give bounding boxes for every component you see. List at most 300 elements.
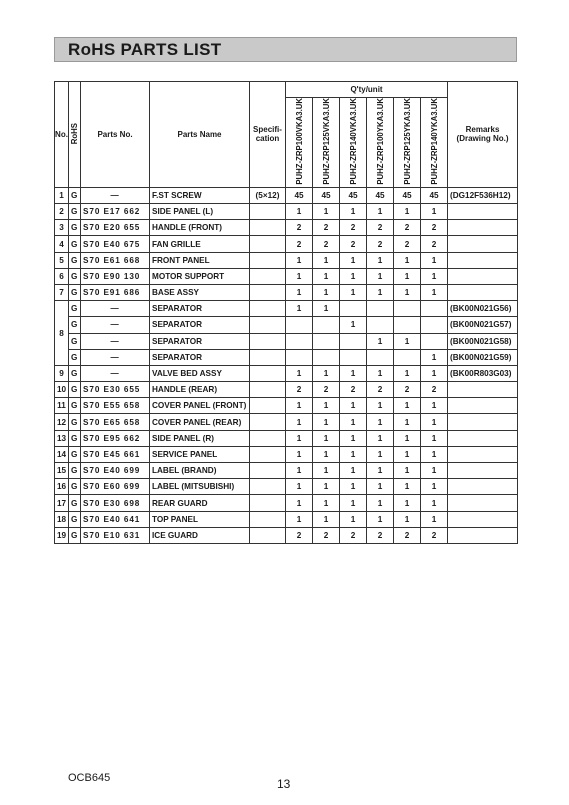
cell-qty: 1 [394,446,421,462]
cell-qty: 1 [340,204,367,220]
cell-specification [250,382,286,398]
cell-qty: 1 [394,333,421,349]
cell-qty: 1 [313,252,340,268]
cell-parts-name: SIDE PANEL (R) [150,430,250,446]
cell-parts-name: COVER PANEL (FRONT) [150,398,250,414]
cell-qty: 45 [313,187,340,203]
cell-no: 11 [55,398,69,414]
cell-qty: 1 [313,479,340,495]
cell-qty: 2 [394,527,421,543]
cell-qty: 1 [286,511,313,527]
cell-specification [250,268,286,284]
table-row [55,527,518,543]
header-rohs [69,82,81,188]
cell-parts-name: LABEL (MITSUBISHI) [150,479,250,495]
cell-specification [250,220,286,236]
cell-no: 14 [55,446,69,462]
cell-parts-no: S70 E55 658 [81,398,150,414]
cell-qty: 2 [313,220,340,236]
cell-qty: 2 [394,220,421,236]
cell-qty: 2 [367,527,394,543]
cell-qty: 1 [367,252,394,268]
cell-qty [394,349,421,365]
cell-qty: 1 [367,479,394,495]
cell-specification [250,479,286,495]
header-model [286,98,313,188]
cell-qty: 1 [313,365,340,381]
cell-qty: 1 [421,349,448,365]
table-row [55,284,518,300]
cell-rohs: G [69,268,81,284]
cell-rohs: G [69,365,81,381]
cell-specification [250,301,286,317]
cell-parts-no: S70 E20 655 [81,220,150,236]
cell-qty: 1 [313,398,340,414]
cell-qty: 1 [421,398,448,414]
cell-remarks [448,204,518,220]
cell-rohs: G [69,463,81,479]
cell-no: 18 [55,511,69,527]
cell-no: 19 [55,527,69,543]
cell-qty: 1 [421,284,448,300]
cell-qty [286,349,313,365]
document-code: OCB645 [68,772,111,784]
cell-qty: 1 [340,511,367,527]
cell-qty: 1 [421,511,448,527]
table-row [55,511,518,527]
header-remarks [448,82,518,188]
cell-specification [250,365,286,381]
cell-qty: 1 [394,268,421,284]
cell-qty [367,317,394,333]
cell-qty: 1 [313,463,340,479]
cell-parts-name: COVER PANEL (REAR) [150,414,250,430]
cell-qty: 1 [367,204,394,220]
cell-qty: 2 [286,220,313,236]
cell-specification [250,430,286,446]
cell-remarks [448,446,518,462]
cell-qty: 1 [286,414,313,430]
cell-remarks: (BK00N021G58) [448,333,518,349]
cell-rohs: G [69,382,81,398]
table-row [55,414,518,430]
cell-qty: 1 [286,463,313,479]
cell-qty: 1 [421,268,448,284]
cell-rohs: G [69,301,81,317]
header-qty-unit: Q'ty/unit [286,82,448,98]
cell-parts-name: HANDLE (REAR) [150,382,250,398]
cell-rohs: G [69,317,81,333]
cell-qty: 1 [286,301,313,317]
cell-qty: 1 [340,317,367,333]
cell-rohs: G [69,284,81,300]
cell-qty: 2 [367,220,394,236]
cell-parts-no: S70 E45 661 [81,446,150,462]
header-model [313,98,340,188]
cell-qty [340,349,367,365]
table-row [55,317,518,333]
cell-qty: 1 [367,414,394,430]
cell-qty [394,317,421,333]
cell-qty [394,301,421,317]
cell-rohs: G [69,333,81,349]
cell-no: 1 [55,187,69,203]
header-parts-name: Parts Name [150,82,250,188]
cell-qty: 2 [313,382,340,398]
cell-qty: 2 [286,236,313,252]
cell-qty: 1 [313,495,340,511]
cell-qty: 1 [421,463,448,479]
cell-qty: 1 [367,333,394,349]
cell-qty: 2 [394,236,421,252]
cell-qty: 1 [340,430,367,446]
cell-qty: 1 [313,430,340,446]
cell-qty: 2 [286,527,313,543]
cell-no: 10 [55,382,69,398]
cell-specification [250,284,286,300]
cell-specification [250,333,286,349]
cell-parts-name: FRONT PANEL [150,252,250,268]
table-row [55,204,518,220]
cell-qty: 2 [340,220,367,236]
cell-qty: 1 [313,204,340,220]
cell-parts-no: S70 E95 662 [81,430,150,446]
table-row [55,236,518,252]
cell-no: 15 [55,463,69,479]
cell-remarks [448,398,518,414]
cell-parts-no: S70 E40 675 [81,236,150,252]
cell-qty: 1 [286,430,313,446]
cell-qty: 2 [313,527,340,543]
header-spec-line2: cation [255,134,280,144]
cell-qty: 1 [394,365,421,381]
page-number: 13 [277,777,291,791]
cell-qty: 1 [313,268,340,284]
cell-no: 13 [55,430,69,446]
header-spec-line1: Specifi- [253,125,282,135]
cell-qty: 1 [394,430,421,446]
cell-qty: 1 [421,446,448,462]
cell-parts-no: — [81,349,150,365]
cell-qty: 1 [340,268,367,284]
cell-qty: 1 [421,414,448,430]
cell-qty [421,301,448,317]
cell-qty: 1 [313,301,340,317]
cell-parts-no: — [81,317,150,333]
cell-no: 12 [55,414,69,430]
cell-qty: 45 [394,187,421,203]
table-body [55,187,518,543]
cell-qty: 1 [367,463,394,479]
cell-no: 6 [55,268,69,284]
cell-rohs: G [69,430,81,446]
cell-qty [367,301,394,317]
cell-qty: 2 [421,220,448,236]
cell-parts-no: S70 E65 658 [81,414,150,430]
cell-qty [421,317,448,333]
cell-qty [313,317,340,333]
table-row [55,463,518,479]
cell-parts-no: — [81,301,150,317]
cell-parts-name: MOTOR SUPPORT [150,268,250,284]
cell-qty: 1 [340,446,367,462]
cell-no: 7 [55,284,69,300]
cell-qty [421,333,448,349]
cell-rohs: G [69,349,81,365]
cell-qty: 1 [313,284,340,300]
cell-rohs: G [69,527,81,543]
cell-parts-no: — [81,365,150,381]
cell-no: 4 [55,236,69,252]
cell-remarks [448,268,518,284]
cell-rohs: G [69,187,81,203]
cell-qty: 1 [367,284,394,300]
table-row [55,349,518,365]
cell-parts-name: SIDE PANEL (L) [150,204,250,220]
cell-parts-no: S70 E60 699 [81,479,150,495]
cell-remarks [448,220,518,236]
cell-remarks [448,382,518,398]
table-row [55,187,518,203]
cell-parts-no: — [81,187,150,203]
cell-qty: 1 [286,252,313,268]
cell-qty: 1 [421,430,448,446]
cell-qty: 1 [394,398,421,414]
cell-qty: 2 [421,527,448,543]
cell-parts-no: — [81,333,150,349]
cell-parts-no: S70 E30 655 [81,382,150,398]
cell-no: 3 [55,220,69,236]
cell-remarks [448,527,518,543]
cell-qty [313,349,340,365]
cell-specification: (5×12) [250,187,286,203]
cell-parts-name: SEPARATOR [150,333,250,349]
cell-qty: 1 [394,252,421,268]
cell-rohs: G [69,446,81,462]
cell-qty [340,333,367,349]
cell-qty: 1 [286,446,313,462]
cell-no: 17 [55,495,69,511]
cell-qty: 1 [394,284,421,300]
cell-rohs: G [69,479,81,495]
header-model [340,98,367,188]
header-model [421,98,448,188]
cell-specification [250,317,286,333]
cell-parts-name: LABEL (BRAND) [150,463,250,479]
cell-remarks [448,430,518,446]
cell-qty: 1 [367,365,394,381]
cell-rohs: G [69,414,81,430]
table-row [55,382,518,398]
cell-rohs: G [69,252,81,268]
cell-parts-no: S70 E61 668 [81,252,150,268]
cell-remarks [448,495,518,511]
cell-parts-name: HANDLE (FRONT) [150,220,250,236]
header-remarks-line1: Remarks [465,125,500,135]
table-row [55,301,518,317]
cell-no: 9 [55,365,69,381]
table-row [55,220,518,236]
cell-rohs: G [69,204,81,220]
cell-remarks [448,284,518,300]
cell-qty: 1 [340,365,367,381]
cell-qty [367,349,394,365]
cell-parts-name: SEPARATOR [150,317,250,333]
cell-qty: 2 [421,382,448,398]
cell-qty: 2 [286,382,313,398]
cell-rohs: G [69,398,81,414]
cell-qty: 45 [286,187,313,203]
header-model [367,98,394,188]
title-bar [54,37,517,62]
cell-specification [250,463,286,479]
cell-qty: 1 [340,479,367,495]
table-row [55,333,518,349]
table-row [55,430,518,446]
cell-no: 5 [55,252,69,268]
cell-qty: 1 [286,398,313,414]
cell-parts-name: TOP PANEL [150,511,250,527]
cell-remarks [448,511,518,527]
cell-parts-name: F.ST SCREW [150,187,250,203]
cell-parts-name: FAN GRILLE [150,236,250,252]
cell-specification [250,204,286,220]
cell-qty: 1 [421,204,448,220]
cell-parts-no: S70 E30 698 [81,495,150,511]
table-row [55,252,518,268]
cell-qty: 1 [313,446,340,462]
cell-qty: 2 [313,236,340,252]
cell-qty: 1 [313,511,340,527]
header-no: No. [55,82,69,188]
cell-qty [313,333,340,349]
cell-qty: 2 [421,236,448,252]
cell-remarks [448,463,518,479]
header-rohs-label: RoHS [70,122,79,145]
cell-qty: 1 [340,414,367,430]
cell-no: 16 [55,479,69,495]
cell-specification [250,511,286,527]
header-row-top [55,82,518,98]
cell-qty: 45 [421,187,448,203]
cell-parts-name: SEPARATOR [150,349,250,365]
cell-qty: 1 [394,511,421,527]
cell-specification [250,398,286,414]
cell-rohs: G [69,220,81,236]
cell-parts-no: S70 E40 699 [81,463,150,479]
cell-qty: 1 [421,252,448,268]
cell-qty: 1 [421,495,448,511]
page-title: RoHS PARTS LIST [68,40,222,59]
model-label: PUHZ-ZRP125YKA3.UK [402,98,412,185]
model-label: PUHZ-ZRP100YKA3.UK [375,98,385,185]
cell-parts-no: S70 E10 631 [81,527,150,543]
cell-specification [250,414,286,430]
cell-qty: 1 [340,252,367,268]
cell-qty: 1 [340,495,367,511]
parts-table [54,81,518,544]
cell-parts-no: S70 E91 686 [81,284,150,300]
header-parts-no: Parts No. [81,82,150,188]
cell-rohs: G [69,236,81,252]
cell-remarks: (BK00R803G03) [448,365,518,381]
cell-specification [250,349,286,365]
model-label: PUHZ-ZRP140VKA3.UK [348,98,358,185]
header-specification [250,82,286,188]
cell-specification [250,495,286,511]
cell-remarks: (BK00N021G56) [448,301,518,317]
cell-qty: 2 [394,382,421,398]
cell-qty: 1 [286,495,313,511]
cell-qty: 1 [421,365,448,381]
cell-specification [250,446,286,462]
cell-qty: 1 [367,511,394,527]
table-row [55,446,518,462]
cell-qty: 1 [394,204,421,220]
table-row [55,495,518,511]
cell-qty: 1 [367,268,394,284]
cell-rohs: G [69,495,81,511]
cell-parts-name: VALVE BED ASSY [150,365,250,381]
cell-parts-name: ICE GUARD [150,527,250,543]
cell-qty: 2 [340,527,367,543]
cell-parts-name: SERVICE PANEL [150,446,250,462]
cell-qty: 45 [340,187,367,203]
table-row [55,365,518,381]
cell-parts-name: REAR GUARD [150,495,250,511]
cell-specification [250,252,286,268]
cell-specification [250,236,286,252]
cell-qty: 1 [421,479,448,495]
cell-qty: 1 [367,446,394,462]
cell-qty: 1 [286,479,313,495]
cell-qty: 1 [394,495,421,511]
model-label: PUHZ-ZRP140YKA3.UK [429,98,439,185]
cell-remarks [448,479,518,495]
cell-qty: 1 [340,463,367,479]
cell-parts-no: S70 E90 130 [81,268,150,284]
cell-no: 2 [55,204,69,220]
table-row [55,268,518,284]
cell-remarks: (BK00N021G57) [448,317,518,333]
cell-no: 8 [55,301,69,366]
cell-parts-name: SEPARATOR [150,301,250,317]
cell-qty: 1 [313,414,340,430]
cell-qty: 2 [340,382,367,398]
header-remarks-line2: (Drawing No.) [456,134,509,144]
cell-qty [286,317,313,333]
cell-qty [340,301,367,317]
cell-qty: 2 [367,236,394,252]
cell-parts-no: S70 E40 641 [81,511,150,527]
cell-qty: 1 [286,284,313,300]
cell-parts-name: BASE ASSY [150,284,250,300]
cell-qty: 1 [394,479,421,495]
cell-qty: 1 [394,463,421,479]
cell-parts-no: S70 E17 662 [81,204,150,220]
cell-qty: 1 [286,365,313,381]
table-row [55,479,518,495]
cell-remarks [448,236,518,252]
model-label: PUHZ-ZRP125VKA3.UK [321,98,331,185]
cell-qty: 1 [394,414,421,430]
cell-qty: 1 [367,495,394,511]
cell-specification [250,527,286,543]
cell-qty [286,333,313,349]
cell-rohs: G [69,511,81,527]
cell-qty: 1 [340,284,367,300]
cell-remarks [448,252,518,268]
